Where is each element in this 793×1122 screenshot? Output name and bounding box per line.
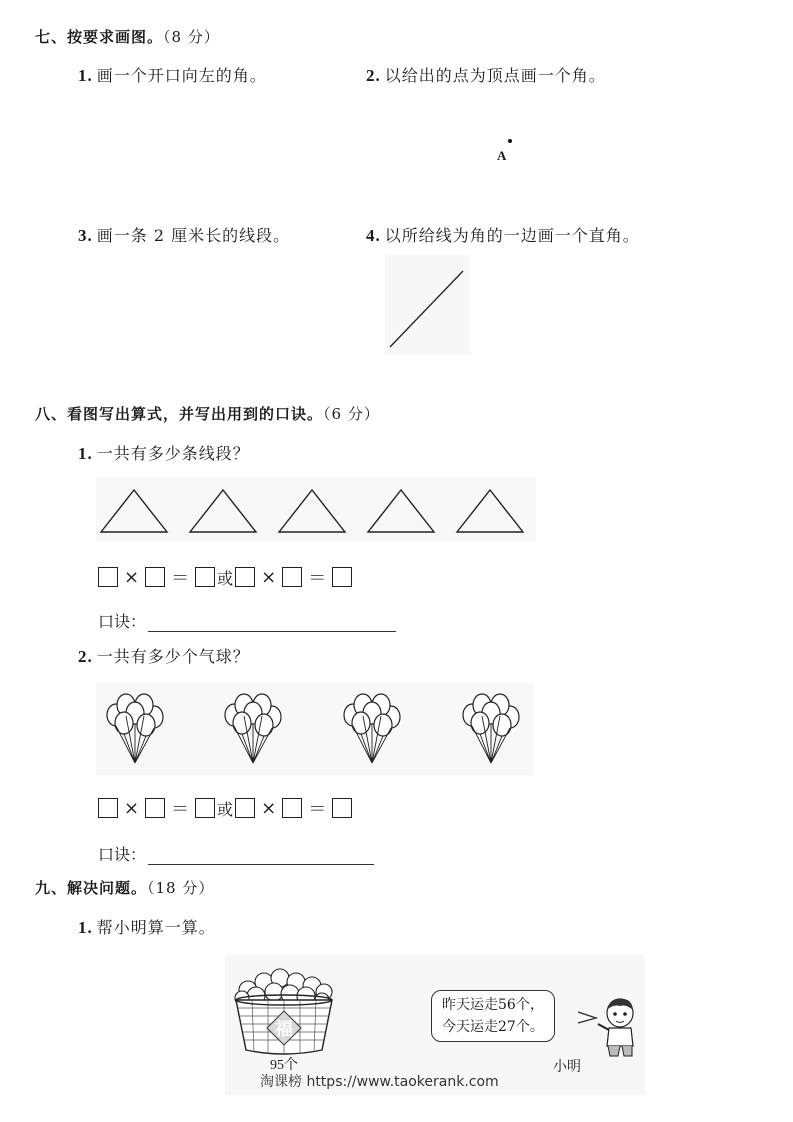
or-word: 或: [217, 568, 234, 588]
answer-box-factor-2[interactable]: [145, 567, 165, 587]
s7-q4-number: 4.: [366, 226, 381, 245]
s7-q1-text: 画一个开口向左的角。: [96, 66, 267, 85]
bubble-line-1: 昨天运走56个，: [442, 997, 544, 1013]
bubble-line-2: 今天运走27个。: [442, 1019, 544, 1035]
vertex-point-label: A: [497, 148, 507, 163]
s9-question-1: [78, 915, 216, 938]
given-line-figure: [385, 255, 470, 355]
s7-q1-number: 1.: [78, 66, 93, 85]
s7-q2-text: 以给出的点为顶点画一个角。: [384, 66, 606, 85]
footer-watermark[interactable]: 淘课榜 https://www.taokerank.com: [260, 1074, 499, 1090]
section-9-points: （18 分）: [147, 879, 215, 897]
s8-q1-number: 1.: [78, 444, 93, 463]
section-7-points: （8 分）: [163, 28, 220, 46]
section-9-heading: 九、解决问题。: [35, 879, 148, 897]
answer-box-alt-factor-2[interactable]: [282, 567, 302, 587]
s9-q1-text: 帮小明算一算。: [96, 918, 216, 937]
s8-q2-number: 2.: [78, 647, 93, 666]
or-word: 或: [217, 799, 234, 819]
person-name-label: 小明: [553, 1059, 581, 1075]
legs: [608, 1046, 632, 1056]
s7-q3-text: 画一条 2 厘米长的线段。: [96, 226, 291, 245]
s7-question-3: [78, 223, 290, 246]
s8-q1-equation-row: [98, 564, 352, 590]
mnemonic-label: 口诀：: [98, 845, 147, 864]
answer-box-alt-factor-1[interactable]: [235, 798, 255, 818]
section-8-points: （6 分）: [323, 405, 380, 423]
section-8-title: [35, 403, 380, 424]
fu-character: 福: [275, 1019, 293, 1040]
s8-question-2: [78, 644, 250, 667]
xiaoming-figure: [596, 996, 644, 1060]
section-7-title: [35, 26, 220, 47]
answer-box-alt-factor-2[interactable]: [282, 798, 302, 818]
balloons-figure: [96, 683, 534, 775]
vertex-point-dot: [508, 139, 512, 143]
times-sign-alt: ×: [261, 566, 277, 588]
section-9-title: [35, 877, 214, 898]
answer-box-product[interactable]: [195, 798, 215, 818]
answer-box-factor-2[interactable]: [145, 798, 165, 818]
s7-q3-number: 3.: [78, 226, 93, 245]
s7-question-1: [78, 63, 267, 86]
equals-sign-alt: ＝: [308, 568, 327, 589]
s8-q2-text: 一共有多少个气球？: [96, 647, 250, 666]
apple-basket-figure: [228, 962, 340, 1062]
answer-box-factor-1[interactable]: [98, 567, 118, 587]
times-sign: ×: [124, 797, 140, 819]
triangles-figure: [96, 478, 536, 542]
mnemonic-answer-line[interactable]: [148, 852, 374, 865]
equals-sign: ＝: [171, 568, 190, 589]
s8-q1-text: 一共有多少条线段？: [96, 444, 250, 463]
shirt: [607, 1028, 633, 1046]
line-figure-background: [385, 255, 470, 355]
section-7-heading: 七、按要求画图。: [35, 28, 164, 46]
mnemonic-label: 口诀：: [98, 612, 147, 631]
balloons-background: [96, 683, 534, 775]
equals-sign: ＝: [171, 799, 190, 820]
answer-box-product[interactable]: [195, 567, 215, 587]
speech-bubble-tail: [578, 1010, 598, 1026]
mnemonic-answer-line[interactable]: [148, 619, 396, 632]
s7-question-2: [366, 63, 606, 86]
speech-bubble: [431, 990, 555, 1042]
s7-q4-text: 以所给线为角的一边画一个直角。: [384, 226, 640, 245]
times-sign: ×: [124, 566, 140, 588]
s7-question-4: [366, 223, 640, 246]
equals-sign-alt: ＝: [308, 799, 327, 820]
times-sign-alt: ×: [261, 797, 277, 819]
answer-box-alt-product[interactable]: [332, 567, 352, 587]
s8-q1-mnemonic: [98, 609, 396, 632]
answer-box-factor-1[interactable]: [98, 798, 118, 818]
basket-count-label: 95个: [270, 1058, 298, 1073]
s8-question-1: [78, 441, 250, 464]
section-8-heading: 八、看图写出算式，并写出用到的口诀。: [35, 405, 324, 423]
answer-box-alt-factor-1[interactable]: [235, 567, 255, 587]
s9-q1-number: 1.: [78, 918, 93, 937]
answer-box-alt-product[interactable]: [332, 798, 352, 818]
pointing-arm: [598, 1024, 609, 1030]
s8-q2-mnemonic: [98, 842, 374, 865]
s7-q2-number: 2.: [366, 66, 381, 85]
s8-q2-equation-row: [98, 795, 352, 821]
